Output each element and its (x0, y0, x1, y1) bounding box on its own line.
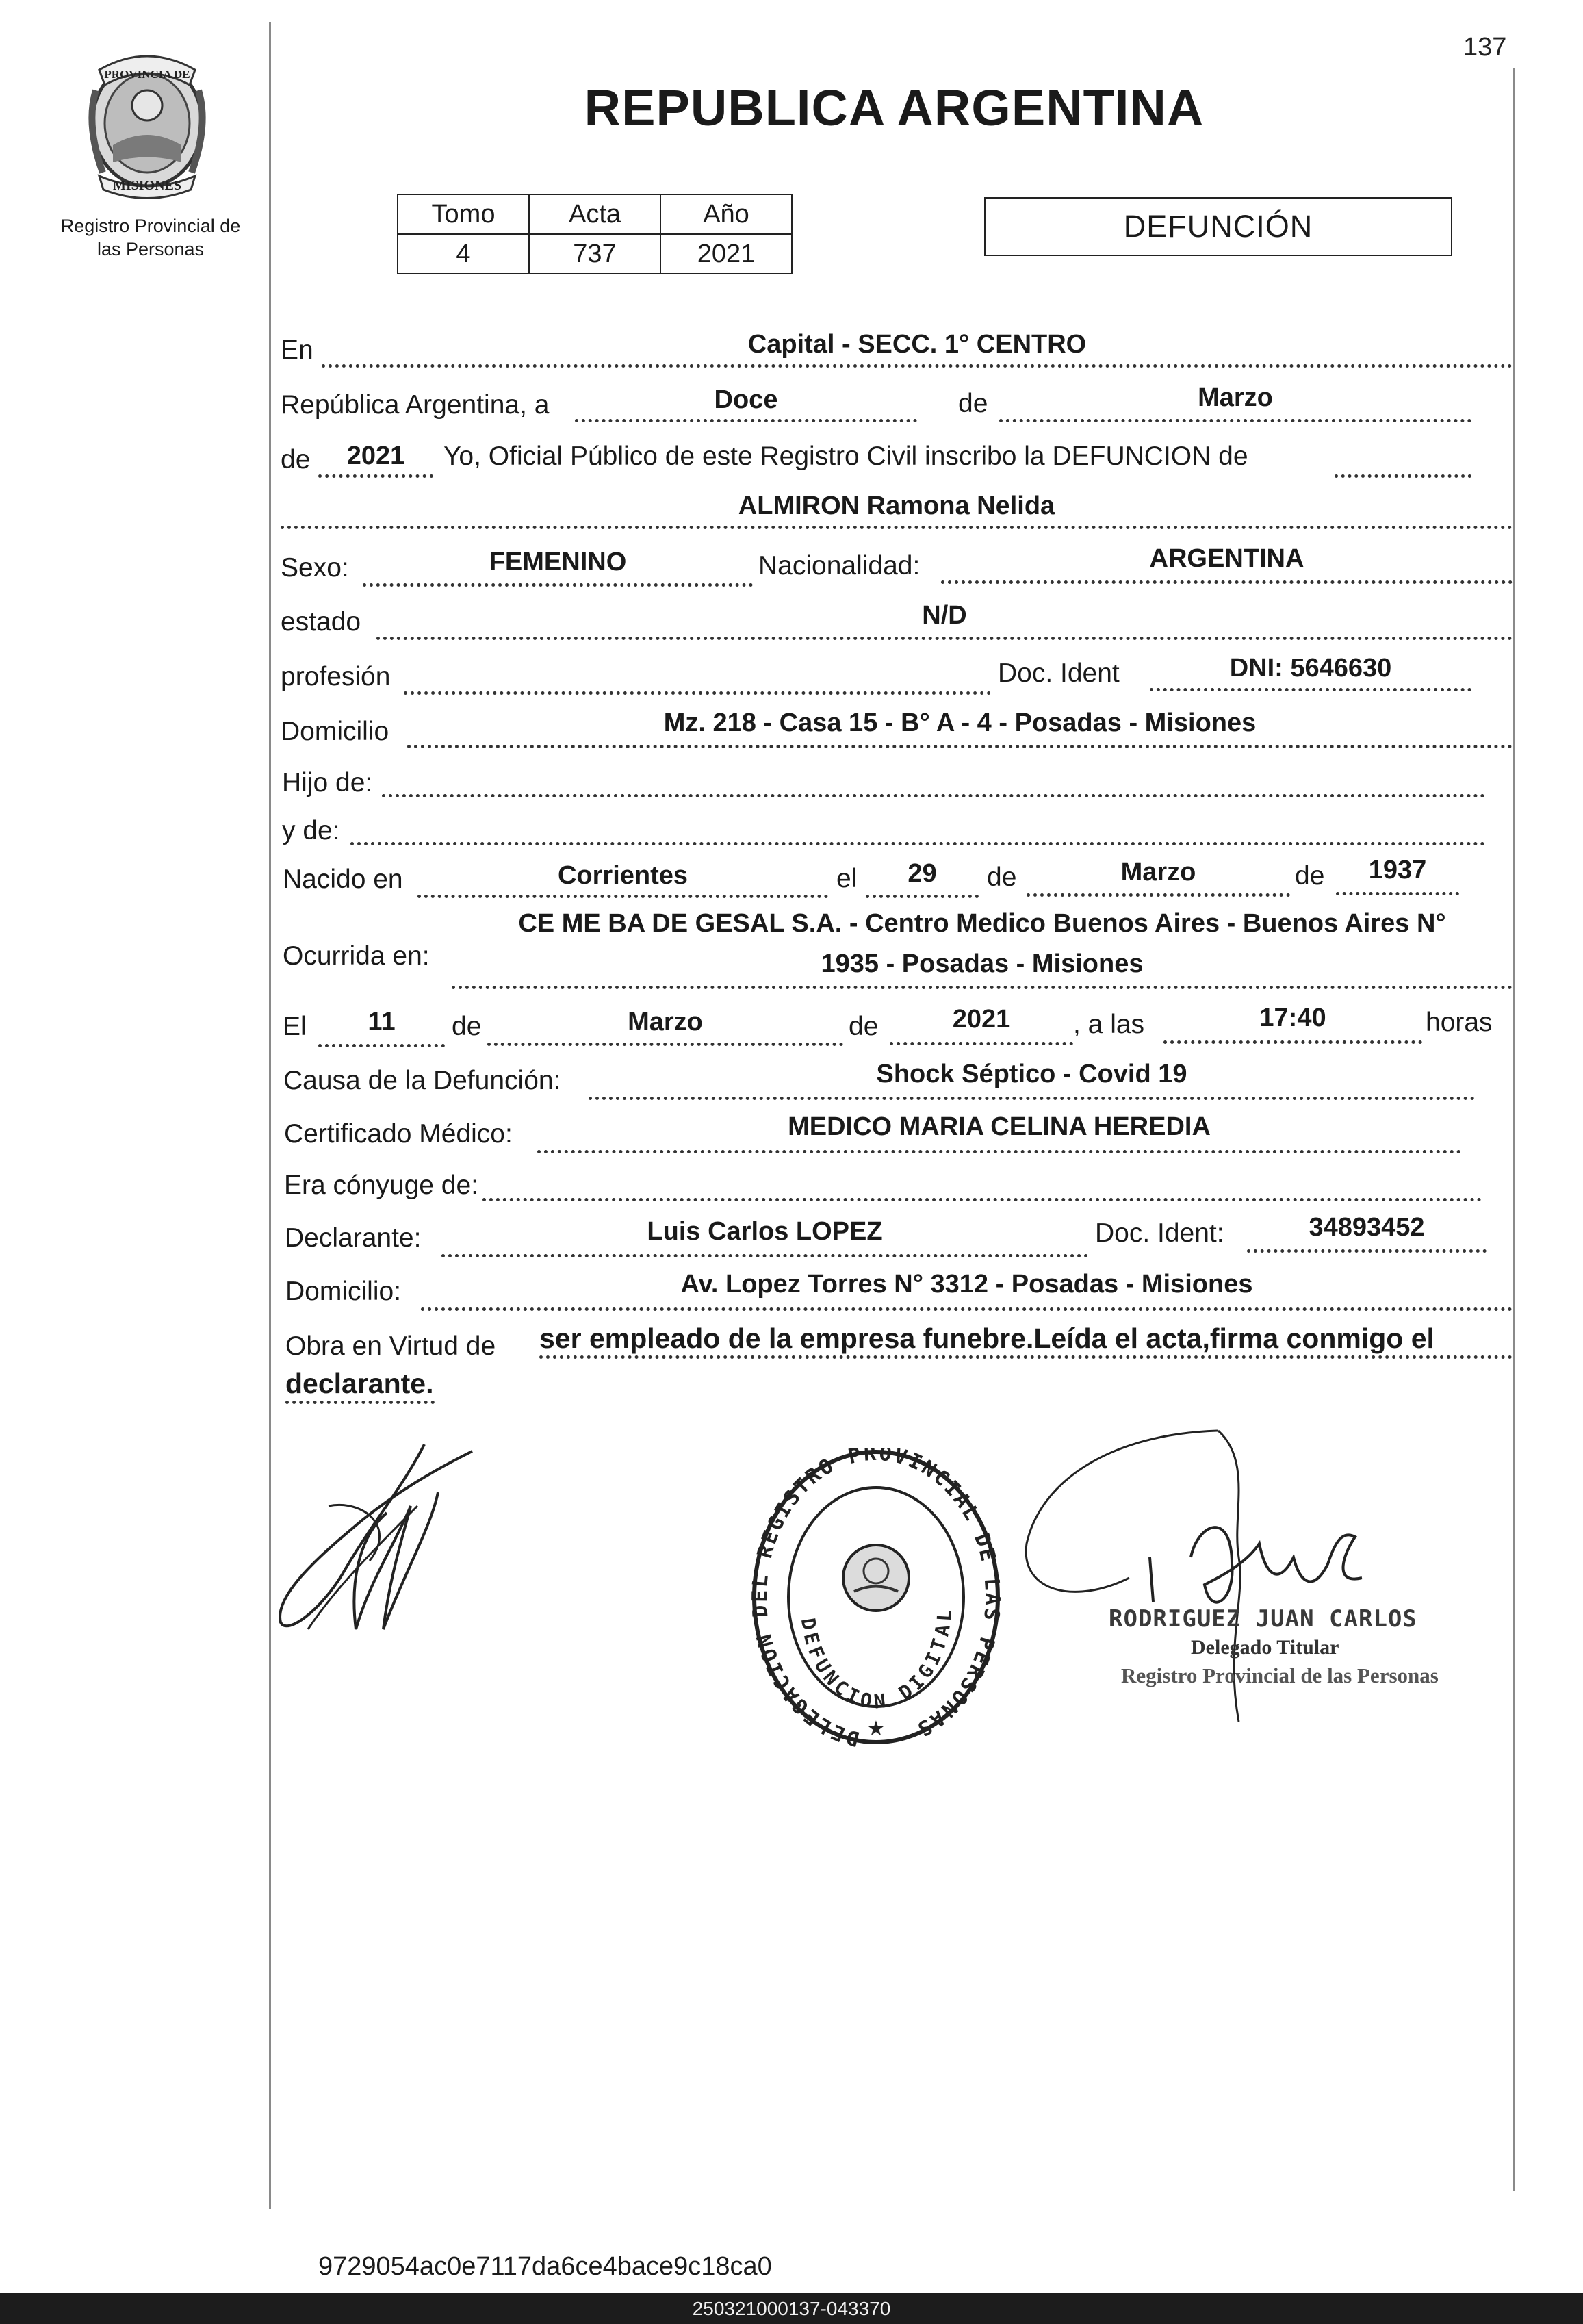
death-day-value: 11 (368, 1008, 396, 1036)
ocurrida-label: Ocurrida en: (283, 941, 430, 971)
footer-code-bar: 250321000137-043370 (0, 2293, 1583, 2324)
place-value: Capital - SECC. 1° CENTRO (747, 330, 1087, 359)
death-time-dotted-line (1163, 1040, 1422, 1044)
en-label: En (281, 335, 313, 365)
declarante-domicilio-label: Domicilio: (285, 1277, 402, 1306)
causa-label: Causa de la Defunción: (283, 1066, 561, 1095)
day-dotted-line (575, 419, 917, 422)
sexo-value: FEMENINO (489, 548, 627, 576)
logo-text-top: PROVINCIA DE (104, 68, 190, 81)
birth-de1-label: de (987, 863, 1017, 892)
hijo-de-label: Hijo de: (282, 768, 373, 797)
registry-name: Registro Provincial de las Personas (60, 216, 241, 259)
certificado-value: MEDICO MARIA CELINA HEREDIA (788, 1112, 1211, 1141)
profesion-label: profesión (281, 662, 391, 691)
official-statement: Yo, Oficial Público de este Registro Civil inscribo la DEFUNCION de (443, 442, 1248, 471)
delegate-signature (1013, 1420, 1396, 1752)
name-dotted-line (281, 526, 1513, 529)
hijo-de-dotted-line (382, 794, 1485, 797)
obra-value-line1: ser empleado de la empresa funebre.Leída el acta,firma conmigo el (539, 1323, 1434, 1354)
doc-ident-value: DNI: 5646630 (1229, 654, 1392, 682)
ocurrida-dotted-line (452, 986, 1513, 989)
acta-header: Acta (529, 194, 660, 234)
causa-dotted-line (589, 1097, 1475, 1100)
tomo-header: Tomo (398, 194, 529, 234)
delegate-name: RODRIGUEZ JUAN CARLOS (1109, 1605, 1417, 1633)
document-hash: 9729054ac0e7117da6ce4bace9c18ca0 (318, 2252, 772, 2281)
conyuge-label: Era cónyuge de: (284, 1171, 479, 1200)
sexo-dotted-line (363, 583, 753, 587)
logo-text-bottom: MISIONES (112, 178, 182, 193)
certificado-label: Certificado Médico: (284, 1119, 513, 1149)
death-place-line2: 1935 - Posadas - Misiones (821, 949, 1144, 978)
profesion-dotted-line (404, 691, 991, 695)
birth-year-value: 1937 (1368, 856, 1427, 884)
birth-year-dotted-line (1336, 892, 1459, 895)
domicilio-label: Domicilio (281, 717, 389, 746)
declarante-doc-label: Doc. Ident: (1095, 1218, 1224, 1248)
registration-year-value: 2021 (346, 442, 405, 470)
registration-month-value: Marzo (1198, 383, 1273, 412)
sexo-label: Sexo: (281, 553, 349, 583)
death-place-line1: CE ME BA DE GESAL S.A. - Centro Medico Buenos Aires - Buenos Aires N° (518, 909, 1446, 938)
ano-header: Año (660, 194, 792, 234)
svg-text:★: ★ (866, 1718, 886, 1740)
declarante-dotted-line (441, 1254, 1088, 1257)
domicilio-value: Mz. 218 - Casa 15 - B° A - 4 - Posadas - Misiones (663, 708, 1257, 737)
death-de2-label: de (849, 1012, 879, 1041)
birth-de2-label: de (1295, 861, 1325, 891)
month-dotted-line (999, 419, 1471, 422)
deceased-name-value: ALMIRON Ramona Nelida (738, 491, 1055, 520)
birth-month-dotted-line (1027, 893, 1290, 897)
stamp-inner-text: DEFUNCION DIGITAL (796, 1605, 957, 1713)
de-label: de (958, 389, 988, 418)
death-de1-label: de (452, 1012, 482, 1041)
svg-text:DEFUNCION DIGITAL (797, 1605, 957, 1713)
y-de-label: y de: (282, 816, 340, 845)
nacido-label: Nacido en (283, 865, 403, 894)
death-day-dotted-line (318, 1044, 445, 1047)
doc-ident-label: Doc. Ident (998, 659, 1120, 688)
domicilio-dotted-line (407, 745, 1513, 748)
birth-el-label: el (836, 864, 858, 893)
republica-label: República Argentina, a (281, 390, 550, 420)
estado-dotted-line (376, 637, 1513, 640)
delegate-role: Delegado Titular (1191, 1636, 1339, 1659)
birth-day-dotted-line (866, 895, 979, 898)
acta-value: 737 (529, 234, 660, 274)
obra-dotted-line2 (285, 1401, 435, 1404)
cause-of-death-value: Shock Séptico - Covid 19 (876, 1060, 1187, 1088)
conyuge-dotted-line (482, 1198, 1482, 1201)
y-de-dotted-line (350, 842, 1485, 845)
registration-day-value: Doce (714, 385, 778, 414)
left-margin-line (269, 22, 271, 2209)
death-year-value: 2021 (952, 1005, 1011, 1034)
document-type-box: DEFUNCIÓN (984, 197, 1452, 256)
nacido-dotted-line (417, 895, 828, 898)
page-title: REPUBLICA ARGENTINA (584, 79, 1205, 136)
declarant-signature (267, 1424, 493, 1653)
birthplace-value: Corrientes (557, 861, 688, 890)
birth-day-value: 29 (908, 859, 937, 888)
death-month-value: Marzo (628, 1008, 703, 1036)
declarante-value: Luis Carlos LOPEZ (647, 1217, 883, 1246)
declarante-doc-dotted-line (1247, 1249, 1487, 1253)
right-margin-line (1513, 68, 1515, 2191)
a-las-label: , a las (1073, 1010, 1145, 1039)
delegate-registry: Registro Provincial de las Personas (1121, 1663, 1439, 1687)
tomo-value: 4 (398, 234, 529, 274)
year-de-label: de (281, 445, 311, 474)
nacionalidad-dotted-line (941, 580, 1513, 584)
birth-month-value: Marzo (1120, 858, 1196, 886)
en-dotted-line (322, 364, 1513, 368)
obra-label: Obra en Virtud de (285, 1331, 496, 1361)
acta-reference-table (397, 194, 793, 274)
estado-label: estado (281, 607, 361, 637)
declarante-domicilio-value: Av. Lopez Torres N° 3312 - Posadas - Misiones (680, 1270, 1253, 1299)
declarante-label: Declarante: (285, 1223, 422, 1253)
year-dotted-line (318, 474, 433, 478)
nacionalidad-label: Nacionalidad: (758, 551, 921, 580)
estado-value: N/D (922, 601, 967, 630)
death-year-dotted-line (890, 1042, 1073, 1045)
stamp-ring-text: DELEGACION DEL REGISTRO PROVINCIAL DE LAS PERSONAS (747, 1448, 1005, 1751)
page-number: 137 (1463, 33, 1507, 62)
certificado-dotted-line (537, 1150, 1461, 1153)
nacionalidad-value: ARGENTINA (1149, 544, 1304, 573)
official-dotted-line (1335, 474, 1471, 478)
declarante-domicilio-dotted-line (421, 1307, 1513, 1311)
doc-ident-dotted-line (1150, 688, 1471, 691)
declarante-doc-value: 34893452 (1309, 1213, 1425, 1242)
obra-value-line2: declarante. (285, 1368, 434, 1399)
obra-dotted-line1 (539, 1355, 1513, 1359)
death-time-value: 17:40 (1259, 1004, 1326, 1032)
ano-value: 2021 (660, 234, 792, 274)
horas-label: horas (1426, 1008, 1493, 1037)
death-el-label: El (283, 1012, 307, 1041)
registry-stamp (746, 1448, 1006, 1773)
death-month-dotted-line (487, 1043, 843, 1046)
